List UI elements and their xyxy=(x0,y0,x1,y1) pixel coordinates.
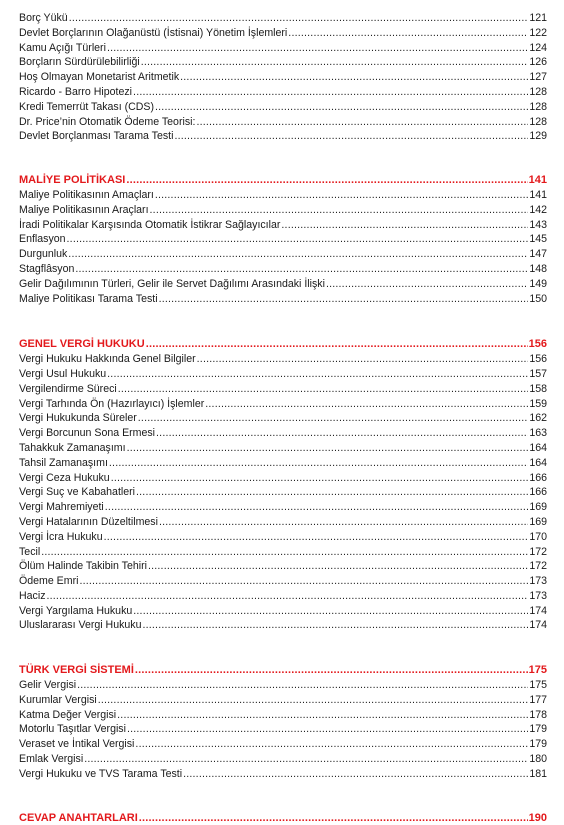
leader-dots xyxy=(159,515,528,530)
entry-page: 127 xyxy=(529,71,547,84)
entry-title: Ödeme Emri xyxy=(19,575,79,588)
toc-entry[interactable] xyxy=(19,515,547,530)
leader-dots xyxy=(159,292,529,307)
section-title: CEVAP ANAHTARLARI xyxy=(19,811,138,824)
entry-title: Durgunluk xyxy=(19,248,68,261)
toc-entry[interactable] xyxy=(19,618,547,633)
entry-page: 169 xyxy=(529,501,547,514)
toc-entry[interactable] xyxy=(19,752,547,767)
entry-title: Motorlu Taşıtlar Vergisi xyxy=(19,723,126,736)
leader-dots xyxy=(77,678,528,693)
toc-entry[interactable] xyxy=(19,545,547,560)
leader-dots xyxy=(136,485,528,500)
leader-dots xyxy=(107,367,528,382)
toc-entry[interactable] xyxy=(19,559,547,574)
entry-page: 173 xyxy=(529,589,547,602)
leader-dots xyxy=(133,85,528,100)
entry-page: 170 xyxy=(529,530,547,543)
entry-page: 172 xyxy=(529,560,547,573)
section-page: 156 xyxy=(528,338,547,351)
leader-dots xyxy=(155,100,528,115)
leader-dots xyxy=(174,129,528,144)
toc-section-turk-vergi-sistemi xyxy=(19,663,547,781)
toc-entry[interactable] xyxy=(19,115,547,130)
toc-section-maliye-politikasi xyxy=(19,173,547,306)
leader-dots xyxy=(84,752,528,767)
entry-page: 129 xyxy=(529,130,547,143)
entry-title: Borç Yükü xyxy=(19,12,68,24)
toc-entry[interactable] xyxy=(19,277,547,292)
entry-page: 178 xyxy=(529,708,547,721)
entry-title: Vergilendirme Süreci xyxy=(19,382,117,395)
entry-title: Gelir Vergisi xyxy=(19,679,77,692)
entry-title: Gelir Dağılımının Türleri, Gelir ile Servet Dağılımı Arasındaki İlişki xyxy=(19,277,325,290)
toc-entry[interactable] xyxy=(19,232,547,247)
toc-entry[interactable] xyxy=(19,485,547,500)
toc-entry[interactable] xyxy=(19,11,547,26)
entry-title: Vergi Borcunun Sona Ermesi xyxy=(19,427,156,440)
leader-dots xyxy=(98,693,529,708)
leader-dots xyxy=(148,559,528,574)
entry-title: Tahakkuk Zamanaşımı xyxy=(19,441,126,454)
toc-entry[interactable] xyxy=(19,188,547,203)
leader-dots xyxy=(133,604,528,619)
entry-title: Kamu Açığı Türleri xyxy=(19,41,106,54)
entry-title: Vergi Hukuku ve TVS Tarama Testi xyxy=(19,767,183,780)
entry-title: Enflasyon xyxy=(19,233,66,246)
toc-entry[interactable] xyxy=(19,382,547,397)
leader-dots xyxy=(105,500,529,515)
entry-title: Dr. Price’nin Otomatik Ödeme Teorisi: xyxy=(19,115,196,128)
toc-entry[interactable] xyxy=(19,262,547,277)
entry-page: 124 xyxy=(529,41,547,54)
entry-title: Katma Değer Vergisi xyxy=(19,708,117,721)
leader-dots xyxy=(47,589,529,604)
leader-dots xyxy=(197,352,529,367)
toc-entry[interactable] xyxy=(19,41,547,56)
entry-title: Tahsil Zamanaşımı xyxy=(19,456,108,469)
entry-page: 166 xyxy=(529,471,547,484)
entry-title: Kurumlar Vergisi xyxy=(19,693,97,706)
entry-page: 179 xyxy=(529,738,547,751)
table-of-contents xyxy=(19,11,547,825)
entry-page: 174 xyxy=(529,604,547,617)
leader-dots xyxy=(126,173,527,188)
toc-entry[interactable] xyxy=(19,85,547,100)
leader-dots xyxy=(196,115,528,130)
entry-title: Borçların Sürdürülebilirliği xyxy=(19,56,140,69)
section-title: MALİYE POLİTİKASI xyxy=(19,174,126,187)
toc-section-genel-vergi-hukuku xyxy=(19,337,547,633)
section-heading[interactable] xyxy=(19,811,547,825)
entry-page: 175 xyxy=(529,679,547,692)
toc-entry[interactable] xyxy=(19,737,547,752)
leader-dots xyxy=(288,26,528,41)
entry-title: Devlet Borçlarının Olağanüstü (İstisnai) Yönetim İşlemleri xyxy=(19,26,288,39)
toc-entry[interactable] xyxy=(19,500,547,515)
toc-entry[interactable] xyxy=(19,247,547,262)
leader-dots xyxy=(69,11,529,26)
entry-title: Hoş Olmayan Monetarist Aritmetik xyxy=(19,71,180,84)
toc-entry[interactable] xyxy=(19,574,547,589)
entry-page: 164 xyxy=(529,456,547,469)
section-page: 190 xyxy=(528,811,547,824)
leader-dots xyxy=(135,737,528,752)
leader-dots xyxy=(141,55,529,70)
entry-page: 145 xyxy=(529,233,547,246)
entry-page: 180 xyxy=(529,753,547,766)
entry-title: Maliye Politikasının Araçları xyxy=(19,203,149,216)
leader-dots xyxy=(156,426,528,441)
leader-dots xyxy=(118,382,529,397)
section-heading[interactable] xyxy=(19,663,547,678)
section-title: TÜRK VERGİ SİSTEMİ xyxy=(19,664,134,677)
entry-title: Vergi Hatalarının Düzeltilmesi xyxy=(19,515,158,528)
leader-dots xyxy=(138,411,529,426)
entry-title: Vergi Ceza Hukuku xyxy=(19,471,110,484)
entry-page: 166 xyxy=(529,486,547,499)
section-heading[interactable] xyxy=(19,173,547,188)
toc-entry[interactable] xyxy=(19,604,547,619)
entry-page: 156 xyxy=(529,353,547,366)
leader-dots xyxy=(142,618,528,633)
section-page: 175 xyxy=(528,664,547,677)
entry-page: 128 xyxy=(529,85,547,98)
toc-entry[interactable] xyxy=(19,471,547,486)
entry-page: 121 xyxy=(529,12,547,24)
entry-page: 147 xyxy=(529,248,547,261)
leader-dots xyxy=(127,441,529,456)
entry-title: Emlak Vergisi xyxy=(19,753,84,766)
toc-entry[interactable] xyxy=(19,722,547,737)
leader-dots xyxy=(107,41,528,56)
toc-entry[interactable] xyxy=(19,589,547,604)
leader-dots xyxy=(68,247,528,262)
toc-entry[interactable] xyxy=(19,411,547,426)
toc-entry[interactable] xyxy=(19,292,547,307)
entry-page: 179 xyxy=(529,723,547,736)
entry-title: Ricardo - Barro Hipotezi xyxy=(19,85,133,98)
entry-page: 150 xyxy=(529,292,547,305)
toc-entry[interactable] xyxy=(19,367,547,382)
toc-entry[interactable] xyxy=(19,26,547,41)
entry-title: Haciz xyxy=(19,589,46,602)
entry-title: Stagflâsyon xyxy=(19,262,75,275)
entry-page: 181 xyxy=(529,767,547,780)
toc-entry[interactable] xyxy=(19,426,547,441)
entry-page: 173 xyxy=(529,575,547,588)
toc-section-borc xyxy=(19,11,547,144)
toc-entry[interactable] xyxy=(19,55,547,70)
entry-title: Maliye Politikasının Amaçları xyxy=(19,188,154,201)
toc-entry[interactable] xyxy=(19,70,547,85)
entry-page: 162 xyxy=(529,412,547,425)
section-page: 141 xyxy=(528,174,547,187)
entry-page: 126 xyxy=(529,56,547,69)
entry-title: Maliye Politikası Tarama Testi xyxy=(19,292,158,305)
entry-page: 122 xyxy=(529,26,547,39)
entry-page: 177 xyxy=(529,693,547,706)
entry-title: Kredi Temerrüt Takası (CDS) xyxy=(19,100,155,113)
section-heading[interactable] xyxy=(19,337,547,352)
entry-title: Tecil xyxy=(19,545,41,558)
leader-dots xyxy=(135,663,528,678)
leader-dots xyxy=(155,188,528,203)
entry-page: 128 xyxy=(529,100,547,113)
leader-dots xyxy=(281,218,528,233)
entry-page: 163 xyxy=(529,427,547,440)
toc-entry[interactable] xyxy=(19,352,547,367)
toc-entry[interactable] xyxy=(19,456,547,471)
leader-dots xyxy=(109,456,528,471)
leader-dots xyxy=(75,262,528,277)
leader-dots xyxy=(139,811,528,825)
entry-title: Vergi Usul Hukuku xyxy=(19,367,107,380)
toc-entry[interactable] xyxy=(19,441,547,456)
leader-dots xyxy=(127,722,528,737)
toc-entry[interactable] xyxy=(19,678,547,693)
leader-dots xyxy=(117,708,528,723)
toc-entry[interactable] xyxy=(19,203,547,218)
entry-page: 174 xyxy=(529,619,547,632)
entry-page: 169 xyxy=(529,515,547,528)
entry-page: 142 xyxy=(529,203,547,216)
toc-entry[interactable] xyxy=(19,693,547,708)
leader-dots xyxy=(79,574,528,589)
toc-entry[interactable] xyxy=(19,767,547,782)
entry-title: Vergi Yargılama Hukuku xyxy=(19,604,133,617)
leader-dots xyxy=(146,337,528,352)
leader-dots xyxy=(67,232,529,247)
entry-page: 143 xyxy=(529,218,547,231)
entry-page: 149 xyxy=(529,277,547,290)
section-title: GENEL VERGİ HUKUKU xyxy=(19,338,145,351)
entry-title: Ölüm Halinde Takibin Tehiri xyxy=(19,560,147,573)
entry-title: Vergi Hukukunda Süreler xyxy=(19,412,137,425)
toc-entry[interactable] xyxy=(19,397,547,412)
entry-page: 172 xyxy=(529,545,547,558)
toc-entry[interactable] xyxy=(19,530,547,545)
leader-dots xyxy=(150,203,529,218)
entry-title: Veraset ve İntikal Vergisi xyxy=(19,738,135,751)
entry-page: 157 xyxy=(529,367,547,380)
toc-entry[interactable] xyxy=(19,129,547,144)
entry-page: 158 xyxy=(529,382,547,395)
leader-dots xyxy=(326,277,528,292)
entry-page: 128 xyxy=(529,115,547,128)
entry-title: Vergi Hukuku Hakkında Genel Bilgiler xyxy=(19,353,196,366)
leader-dots xyxy=(104,530,529,545)
toc-section-cevap-anahtarlari xyxy=(19,811,547,825)
entry-title: İradi Politikalar Karşısında Otomatik İstikrar Sağlayıcılar xyxy=(19,218,281,231)
entry-page: 164 xyxy=(529,441,547,454)
toc-entry[interactable] xyxy=(19,100,547,115)
entry-page: 141 xyxy=(529,188,547,201)
entry-page: 159 xyxy=(529,397,547,410)
entry-title: Vergi Tarhında Ön (Hazırlayıcı) İşlemler xyxy=(19,397,205,410)
leader-dots xyxy=(180,70,528,85)
leader-dots xyxy=(205,397,528,412)
entry-title: Devlet Borçlanması Tarama Testi xyxy=(19,130,174,143)
entry-title: Vergi Suç ve Kabahatleri xyxy=(19,486,136,499)
toc-entry[interactable] xyxy=(19,218,547,233)
entry-title: Vergi İcra Hukuku xyxy=(19,530,103,543)
toc-entry[interactable] xyxy=(19,708,547,723)
entry-title: Uluslararası Vergi Hukuku xyxy=(19,619,142,632)
leader-dots xyxy=(111,471,529,486)
entry-title: Vergi Mahremiyeti xyxy=(19,501,104,514)
leader-dots xyxy=(183,767,528,782)
entry-page: 148 xyxy=(529,262,547,275)
leader-dots xyxy=(41,545,528,560)
